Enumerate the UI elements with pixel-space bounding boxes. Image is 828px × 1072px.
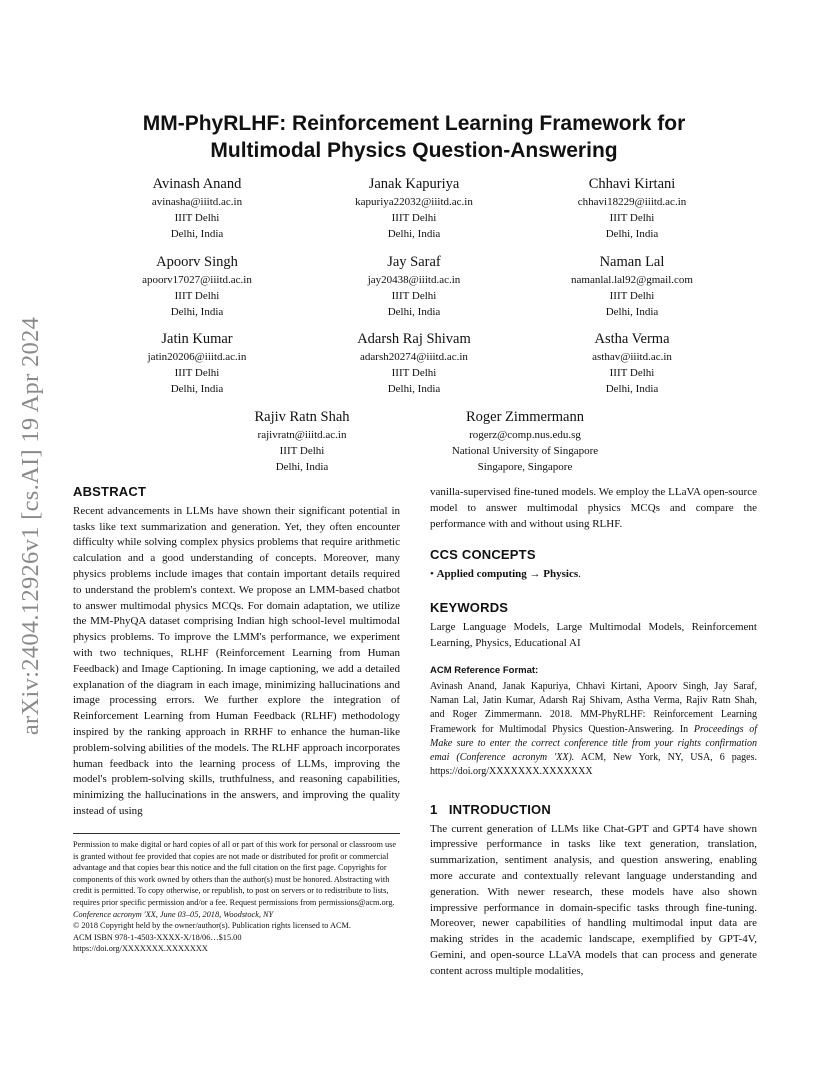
- intro-heading: [430, 802, 757, 818]
- doi-line: https://doi.org/XXXXXXX.XXXXXXX: [73, 944, 208, 954]
- arxiv-identifier: [14, 294, 48, 758]
- section-title: INTRODUCTION: [448, 801, 551, 817]
- author-block: [87, 252, 307, 320]
- author-affiliation: National University of Singapore: [451, 445, 599, 457]
- author-affiliation: IIIT Delhi: [609, 290, 655, 302]
- author-email: kapuriya22032@iiitd.ac.in: [355, 196, 473, 208]
- section-number: 1: [430, 801, 438, 817]
- author-block: [522, 174, 742, 242]
- author-email: namanlal.lal92@gmail.com: [571, 274, 693, 286]
- author-name: Chhavi Kirtani: [588, 176, 676, 192]
- paper-title: [80, 110, 748, 164]
- ccs-item: Applied computing: [436, 568, 527, 581]
- author-affiliation: IIIT Delhi: [174, 212, 220, 224]
- acm-ref-text-after: ACM, New York, NY, USA, 6 pages. https://doi.org/XXXXXXX.XXXXXXX: [430, 752, 757, 778]
- author-email: chhavi18229@iiitd.ac.in: [577, 196, 687, 208]
- author-affiliation: IIIT Delhi: [609, 212, 655, 224]
- ccs-sub: Physics: [543, 568, 579, 581]
- permission-notice: Permission to make digital or hard copies of all or part of this work for personal or classroom use is granted without fee provided that copies are not made or distributed for profit or commercial advantage and that copies bear this notice and the full citation on the first page. Copyrights for components of this work owned by others than the author(s) must be honored. Abstracting with credit is permitted. To copy otherwise, or republish, to post on servers or to redistribute to lists, requires prior specific permission and/or a fee. Request permissions from permissions@acm.org.: [73, 840, 397, 907]
- ccs-concepts: [430, 567, 757, 583]
- author-location: Delhi, India: [275, 461, 329, 473]
- author-name: Astha Verma: [594, 331, 670, 347]
- intro-text: The current generation of LLMs like Chat-GPT and GPT4 have shown impressive performance in tasks like text generation, translation, summarization, sentiment analysis, and question answering, enabling more accurate and contextually relevant language understanding and generation. With newer research, these models have also shown impressive performance in domain-specific tasks through fine-tuning. Moreover, newer capabilities of handling multimodal input data are making strides in the academic landscape, exemplified by GPT-4V, Gemini, and open-source LLaVA models that can process and generate content across multiple modalities,: [430, 822, 757, 977]
- author-location: Delhi, India: [170, 228, 224, 240]
- ccs-bullet: •: [430, 568, 434, 581]
- abstract-section: [73, 484, 400, 820]
- abstract-continuation: vanilla-supervised fine-tuned models. We employ the LLaVA open-source model to answer multimodal physics MCQs and compare the performance with and without using RLHF.: [430, 486, 757, 530]
- author-block: [522, 252, 742, 320]
- author-email: rajivratn@iiitd.ac.in: [257, 429, 347, 441]
- author-location: Delhi, India: [605, 306, 659, 318]
- author-block: [304, 329, 524, 397]
- abstract-heading: ABSTRACT: [73, 484, 147, 499]
- author-email: avinasha@iiitd.ac.in: [151, 196, 243, 208]
- author-block: [87, 174, 307, 242]
- author-affiliation: IIIT Delhi: [391, 290, 437, 302]
- author-email: jatin20206@iiitd.ac.in: [147, 351, 247, 363]
- acm-ref-heading: ACM Reference Format:: [430, 665, 539, 677]
- acm-ref-text: [430, 680, 757, 780]
- author-block: [522, 329, 742, 397]
- author-location: Delhi, India: [170, 306, 224, 318]
- author-email: jay20438@iiitd.ac.in: [367, 274, 461, 286]
- author-name: Jay Saraf: [387, 254, 441, 270]
- author-block: [304, 252, 524, 320]
- ccs-end: .: [578, 568, 581, 581]
- author-location: Delhi, India: [605, 228, 659, 240]
- author-name: Janak Kapuriya: [368, 176, 460, 192]
- author-affiliation: IIIT Delhi: [174, 367, 220, 379]
- author-block: [415, 407, 635, 475]
- author-name: Naman Lal: [599, 254, 665, 270]
- author-block: [304, 174, 524, 242]
- keywords-text: Large Language Models, Large Multimodal Models, Reinforcement Learning, Physics, Educational AI: [430, 620, 757, 649]
- author-affiliation: IIIT Delhi: [279, 445, 325, 457]
- author-block: [87, 329, 307, 397]
- right-column: [430, 485, 757, 980]
- author-name: Apoorv Singh: [156, 254, 238, 270]
- acm-ref-text-before: Avinash Anand, Janak Kapuriya, Chhavi Kirtani, Apoorv Singh, Jay Saraf, Naman Lal, Jatin Kumar, Adarsh Raj Shivam, Astha Verma, Rajiv Ratn Shah, and Roger Zimmermann. 2018. MM-PhyRLHF: Reinforcement Learning Framework for Multimodal Physics Question-Answering. In: [430, 680, 757, 735]
- author-name: Rajiv Ratn Shah: [254, 409, 350, 425]
- title-line-2: Multimodal Physics Question-Answering: [210, 139, 618, 162]
- arxiv-id-text: arXiv:2404.12926v1 [cs.AI] 19 Apr 2024: [17, 316, 45, 736]
- author-affiliation: IIIT Delhi: [391, 367, 437, 379]
- author-affiliation: IIIT Delhi: [391, 212, 437, 224]
- author-location: Delhi, India: [387, 383, 441, 395]
- author-name: Roger Zimmermann: [466, 409, 584, 425]
- acm-reference: [430, 664, 757, 779]
- author-name: Avinash Anand: [152, 176, 242, 192]
- author-name: Jatin Kumar: [161, 331, 233, 347]
- author-location: Delhi, India: [387, 306, 441, 318]
- copyright-line: © 2018 Copyright held by the owner/author(s). Publication rights licensed to ACM.: [73, 921, 351, 931]
- author-email: apoorv17027@iiitd.ac.in: [142, 274, 252, 286]
- copyright-footnote: [73, 833, 400, 955]
- author-location: Singapore, Singapore: [477, 461, 573, 473]
- keywords-heading: KEYWORDS: [430, 599, 509, 615]
- conference-info: Conference acronym 'XX, June 03–05, 2018, Woodstock, NY: [73, 909, 274, 919]
- author-location: Delhi, India: [605, 383, 659, 395]
- author-email: adarsh20274@iiitd.ac.in: [360, 351, 468, 363]
- author-block: [192, 407, 412, 475]
- author-affiliation: IIIT Delhi: [609, 367, 655, 379]
- abstract-text: Recent advancements in LLMs have shown their significant potential in tasks like text summarization and generation. Yet, they often encounter difficulty while solving complex physics problems that require arithmetic calculation and a good understanding of concepts. Moreover, many physics problems include images that contain important details required to understand the problem's context. We propose an LMM-based chatbot to answer multimodal physics MCQs. For domain adaptation, we utilize the MM-PhyQA dataset comprising Indian high school-level multimodal physics problems. To improve the LMM's performance, we experiment with two techniques, RLHF (Reinforcement Learning from Human Feedback) and Image Captioning. In image captioning, we add a detailed explanation of the diagram in each image, minimizing hallucinations and image processing errors. We further explore the integration of Reinforcement Learning from Human Feedback (RLHF) methodology inspired by the ranking approach in RRHF to enhance the human-like problem-solving abilities of the models. The RLHF approach incorporates human feedback into the learning process of LLMs, improving the model's problem-solving skills, truthfulness, and reasoning capabilities, minimizing the hallucinations in the answers, and improving the quality instead of using: [73, 504, 400, 817]
- title-line-1: MM-PhyRLHF: Reinforcement Learning Framework for: [142, 112, 686, 135]
- acm-ref-proceedings: Proceedings of Make sure to enter the correct conference title from your rights confirmation emai (Conference acronym 'XX).: [430, 723, 757, 764]
- ccs-heading: CCS CONCEPTS: [430, 547, 536, 563]
- author-affiliation: IIIT Delhi: [174, 290, 220, 302]
- author-name: Adarsh Raj Shivam: [357, 331, 471, 347]
- author-location: Delhi, India: [170, 383, 224, 395]
- author-location: Delhi, India: [387, 228, 441, 240]
- author-email: asthav@iiitd.ac.in: [592, 351, 672, 363]
- ccs-arrow: →: [529, 568, 541, 581]
- isbn-line: ACM ISBN 978-1-4503-XXXX-X/18/06…$15.00: [73, 932, 242, 942]
- author-email: rogerz@comp.nus.edu.sg: [469, 429, 581, 441]
